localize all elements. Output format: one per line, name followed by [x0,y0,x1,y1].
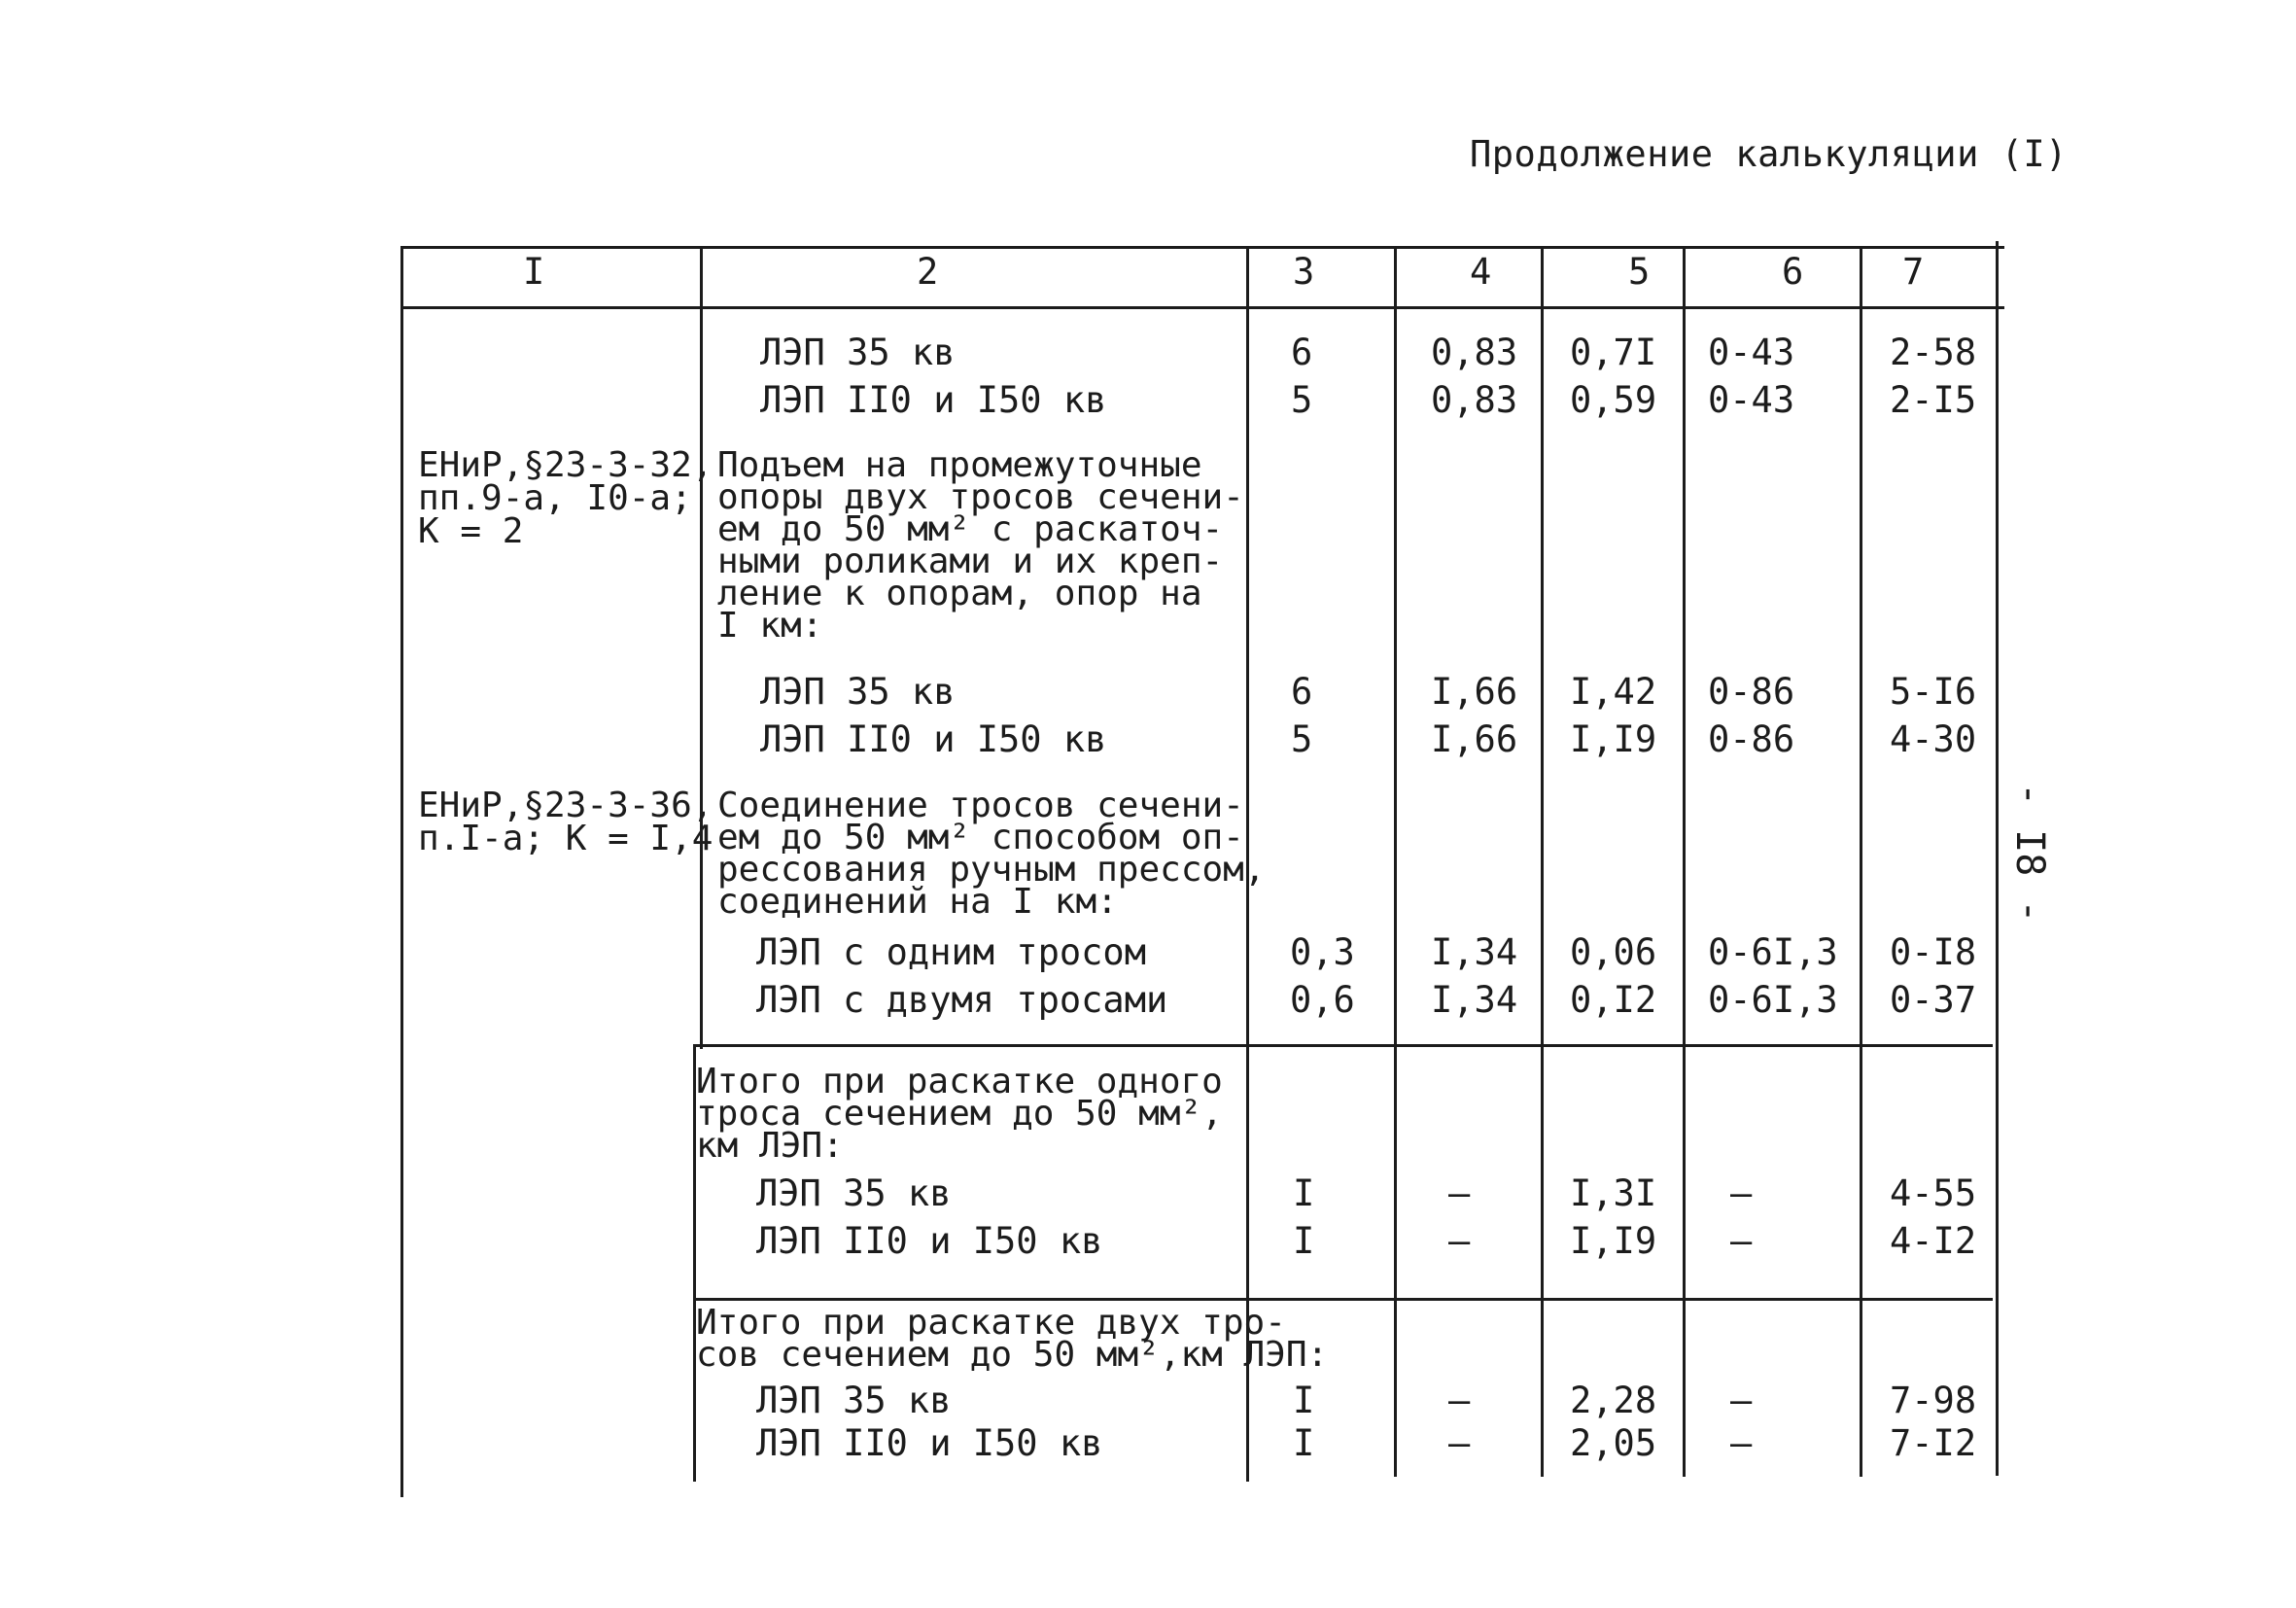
header-bottom-border [400,306,2004,309]
norm-reference: ЕНиР,§23-3-36, п.I-а; К = I,4 [418,786,713,858]
col-1-left-border [400,246,403,1497]
row-col-6: 0-6I,3 [1708,931,1838,973]
row-col-6: 0-86 [1708,671,1795,713]
row-col-3: 5 [1291,379,1313,421]
row-name: ЛЭП 35 кв [760,332,956,373]
column-header-2: 2 [917,251,939,293]
row-name: ЛЭП II0 и I50 кв [756,1220,1103,1262]
row-col-7: 0-37 [1890,979,1977,1021]
work-description: Соединение тросов сечени- ем до 50 мм² способом оп- рессования ручным прессом, соединений на I км: [717,786,1266,922]
row-col-6: 0-43 [1708,332,1795,373]
column-header-7: 7 [1902,251,1925,293]
row-col-7: 5-I6 [1890,671,1977,713]
work-description: Подъем на промежуточные опоры двух тросов сечени- ем до 50 мм² с раскаточ- ными роликами и их креп- ление к опорам, опор на I км: [717,445,1244,646]
row-col-6: – [1730,1172,1753,1214]
subtotal-description: Итого при раскатке двух тро- сов сечением до 50 мм²,км ЛЭП: [696,1303,1329,1375]
row-col-5: I,42 [1570,671,1657,713]
row-name: ЛЭП с двумя тросами [756,979,1168,1021]
row-col-3: I [1293,1220,1315,1262]
row-col-7: 4-I2 [1890,1220,1977,1262]
row-col-5: 0,59 [1570,379,1657,421]
row-name: ЛЭП 35 кв [756,1380,952,1421]
column-header-3: 3 [1293,251,1315,293]
page-number: - I8 - [2007,783,2052,924]
row-col-4: 0,83 [1431,379,1518,421]
column-header-6: 6 [1782,251,1804,293]
row-col-6: – [1730,1380,1753,1421]
row-col-6: 0-6I,3 [1708,979,1838,1021]
row-col-3: I [1293,1422,1315,1464]
row-col-5: 2,28 [1570,1380,1657,1421]
row-col-7: 4-55 [1890,1172,1977,1214]
row-col-5: 2,05 [1570,1422,1657,1464]
row-col-4: – [1448,1422,1471,1464]
row-col-6: 0-86 [1708,718,1795,760]
row-name: ЛЭП 35 кв [760,671,956,713]
col-7-left-border [1860,246,1862,1477]
row-col-7: 4-30 [1890,718,1977,760]
row-col-6: – [1730,1220,1753,1262]
row-col-4: I,66 [1431,718,1518,760]
row-col-5: I,I9 [1570,1220,1657,1262]
col-4-left-border [1394,246,1397,1477]
norm-reference: ЕНиР,§23-3-32, пп.9-а, I0-а; К = 2 [418,445,713,551]
row-name: ЛЭП II0 и I50 кв [760,379,1107,421]
row-col-7: 0-I8 [1890,931,1977,973]
row-col-4: I,66 [1431,671,1518,713]
row-col-6: – [1730,1422,1753,1464]
row-col-3: 6 [1291,332,1313,373]
row-col-3: I [1293,1380,1315,1421]
row-col-5: I,3I [1570,1172,1657,1214]
row-name: ЛЭП 35 кв [756,1172,952,1214]
row-col-3: 5 [1291,718,1313,760]
subtotal-description: Итого при раскатке одного троса сечением до 50 мм², км ЛЭП: [696,1062,1223,1166]
row-col-4: 0,83 [1431,332,1518,373]
row-col-7: 2-I5 [1890,379,1977,421]
row-name: ЛЭП с одним тросом [756,931,1146,973]
row-col-3: 6 [1291,671,1313,713]
row-col-5: 0,06 [1570,931,1657,973]
row-col-4: – [1448,1220,1471,1262]
itogo-1-separator [695,1044,1993,1047]
row-col-3: 0,3 [1290,931,1355,973]
row-col-3: 0,6 [1290,979,1355,1021]
row-col-7: 7-98 [1890,1380,1977,1421]
row-name: ЛЭП II0 и I50 кв [756,1422,1103,1464]
col-6-left-border [1683,246,1686,1477]
row-col-7: 2-58 [1890,332,1977,373]
column-header-4: 4 [1470,251,1492,293]
table-right-border [1996,241,1999,1476]
row-col-7: 7-I2 [1890,1422,1977,1464]
row-name: ЛЭП II0 и I50 кв [760,718,1107,760]
col-2-left-border [700,246,703,1049]
column-header-5: 5 [1628,251,1651,293]
col-5-left-border [1541,246,1544,1477]
row-col-3: I [1293,1172,1315,1214]
row-col-4: – [1448,1172,1471,1214]
row-col-4: – [1448,1380,1471,1421]
row-col-6: 0-43 [1708,379,1795,421]
page-heading: Продолжение калькуляции (I) [1470,133,2068,175]
row-col-5: 0,I2 [1570,979,1657,1021]
row-col-5: I,I9 [1570,718,1657,760]
row-col-5: 0,7I [1570,332,1657,373]
column-header-1: I [523,251,545,293]
row-col-4: I,34 [1431,931,1518,973]
table-top-border [400,246,2004,249]
row-col-4: I,34 [1431,979,1518,1021]
itogo-2-separator [695,1298,1993,1301]
